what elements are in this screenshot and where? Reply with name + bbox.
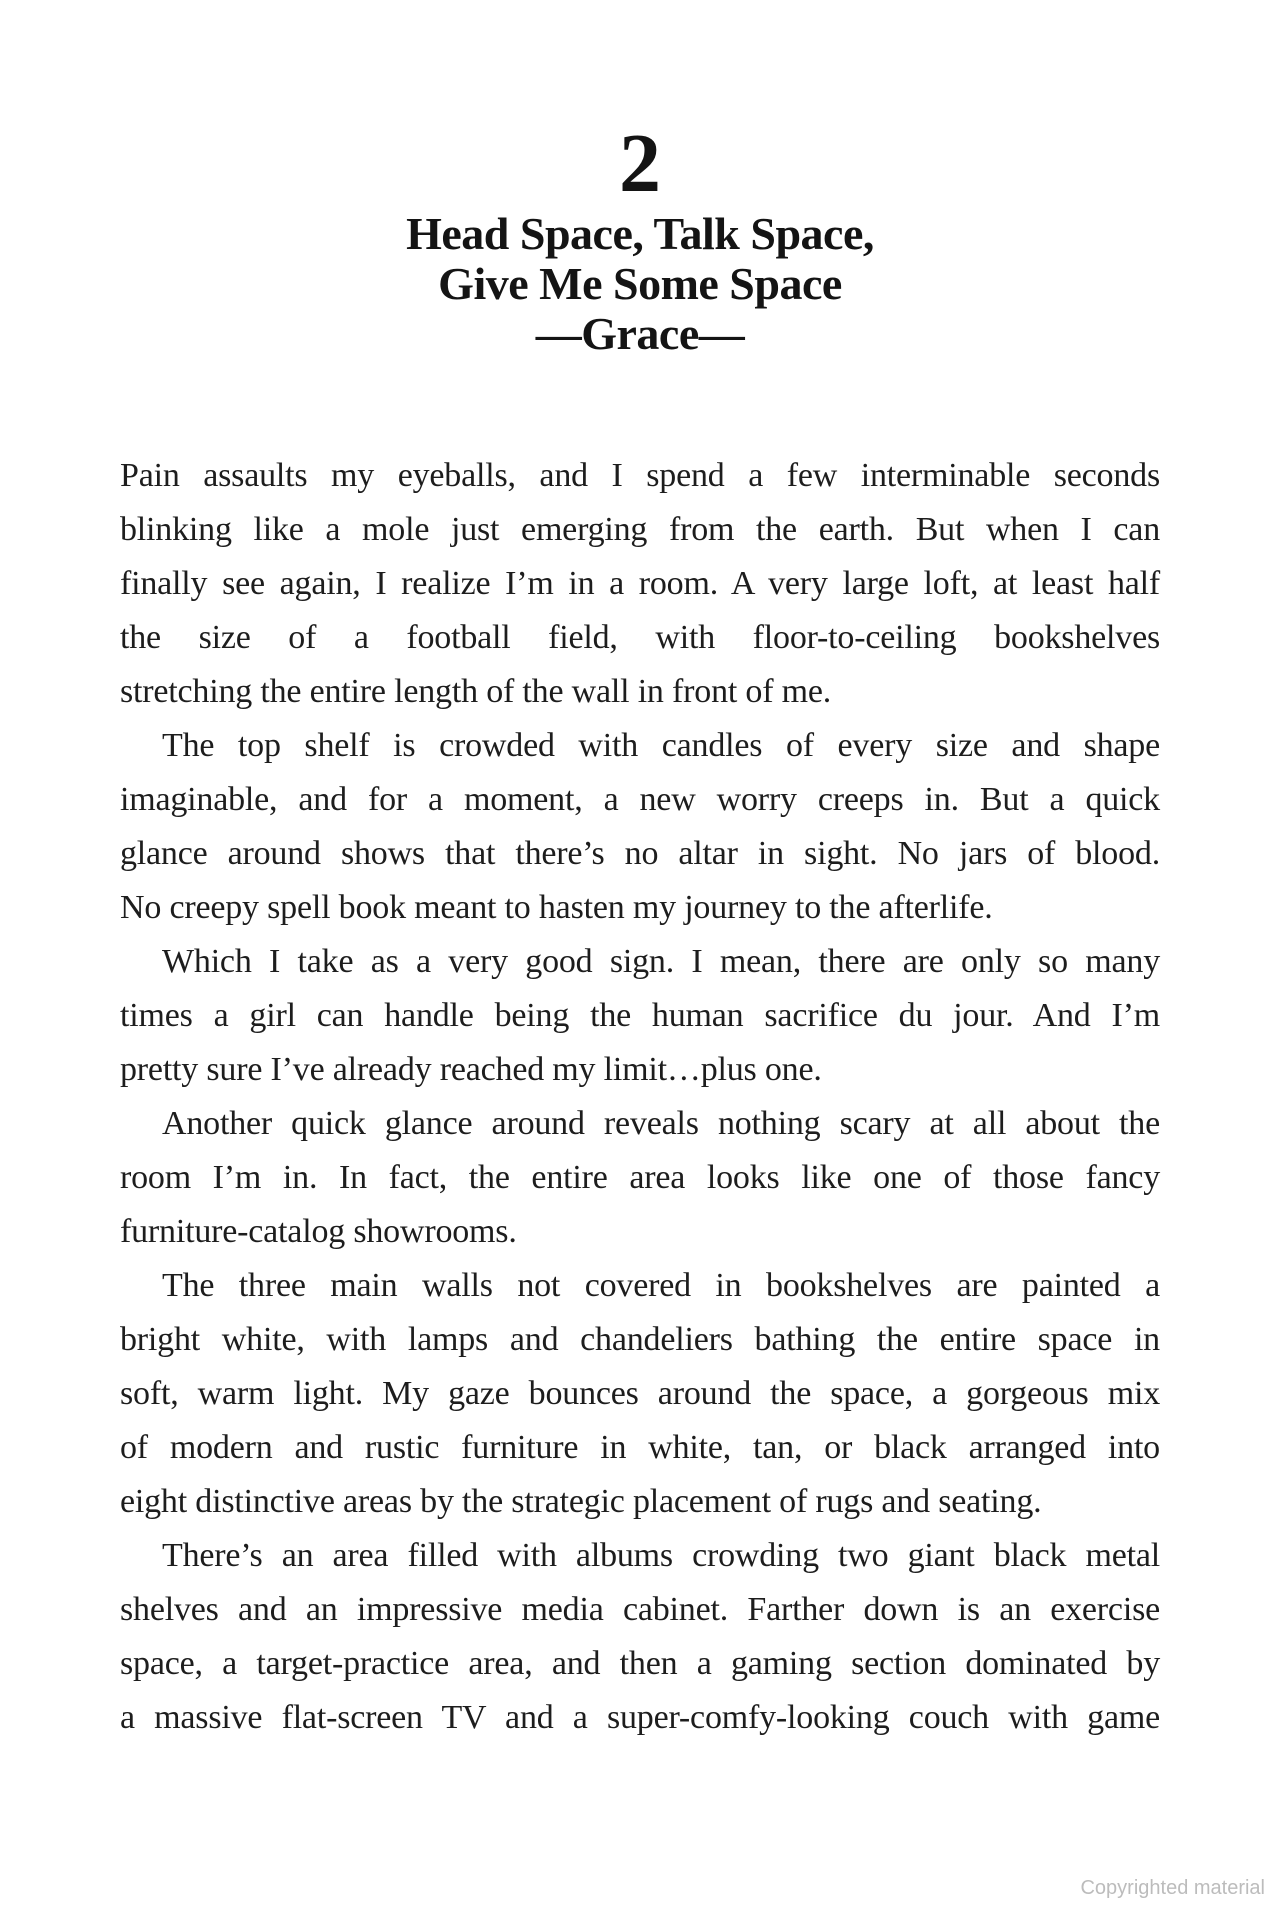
text-line: blinking like a mole just emerging from the earth. But when I can [120,511,1160,548]
text-line: furniture-catalog showrooms. [120,1213,517,1250]
text-line: finally see again, I realize I’m in a room. A very large loft, at least half [120,565,1160,602]
text-line: bright white, with lamps and chandeliers bathing the entire space in [120,1321,1160,1358]
text-line: soft, warm light. My gaze bounces around the space, a gorgeous mix [120,1375,1160,1412]
text-line: Which I take as a very good sign. I mean, there are only so many [162,943,1160,980]
text-line: eight distinctive areas by the strategic placement of rugs and seating. [120,1483,1042,1520]
chapter-title [0,209,1280,359]
text-line: Another quick glance around reveals nothing scary at all about the [162,1105,1160,1142]
text-line: stretching the entire length of the wall in front of me. [120,673,832,710]
text-line: The three main walls not covered in bookshelves are painted a [162,1267,1160,1304]
text-line: glance around shows that there’s no altar in sight. No jars of blood. [120,835,1160,872]
chapter-title-line-1: Head Space, Talk Space, [406,208,874,259]
text-line: No creepy spell book meant to hasten my journey to the afterlife. [120,889,993,926]
text-line: The top shelf is crowded with candles of every size and shape [162,727,1160,764]
text-line: pretty sure I’ve already reached my limit…plus one. [120,1051,822,1088]
body-text [120,449,1160,1745]
text-line: There’s an area filled with albums crowding two giant black metal [162,1537,1160,1574]
chapter-number: 2 [619,117,661,210]
text-line: room I’m in. In fact, the entire area looks like one of those fancy [120,1159,1160,1196]
text-line: shelves and an impressive media cabinet. Farther down is an exercise [120,1591,1160,1628]
text-line: imaginable, and for a moment, a new worry creeps in. But a quick [120,781,1160,818]
text-line: a massive flat-screen TV and a super-comfy-looking couch with game [120,1699,1160,1736]
text-line: the size of a football field, with floor-to-ceiling bookshelves [120,619,1160,656]
text-line: Pain assaults my eyeballs, and I spend a few interminable seconds [120,457,1160,494]
text-line: times a girl can handle being the human sacrifice du jour. And I’m [120,997,1160,1034]
copyright-watermark: Copyrighted material [1080,1877,1265,1899]
text-line: of modern and rustic furniture in white, tan, or black arranged into [120,1429,1160,1466]
text-line: space, a target-practice area, and then a gaming section dominated by [120,1645,1160,1682]
chapter-title-line-2: Give Me Some Space [438,258,842,309]
chapter-title-pov: —Grace— [535,308,745,359]
